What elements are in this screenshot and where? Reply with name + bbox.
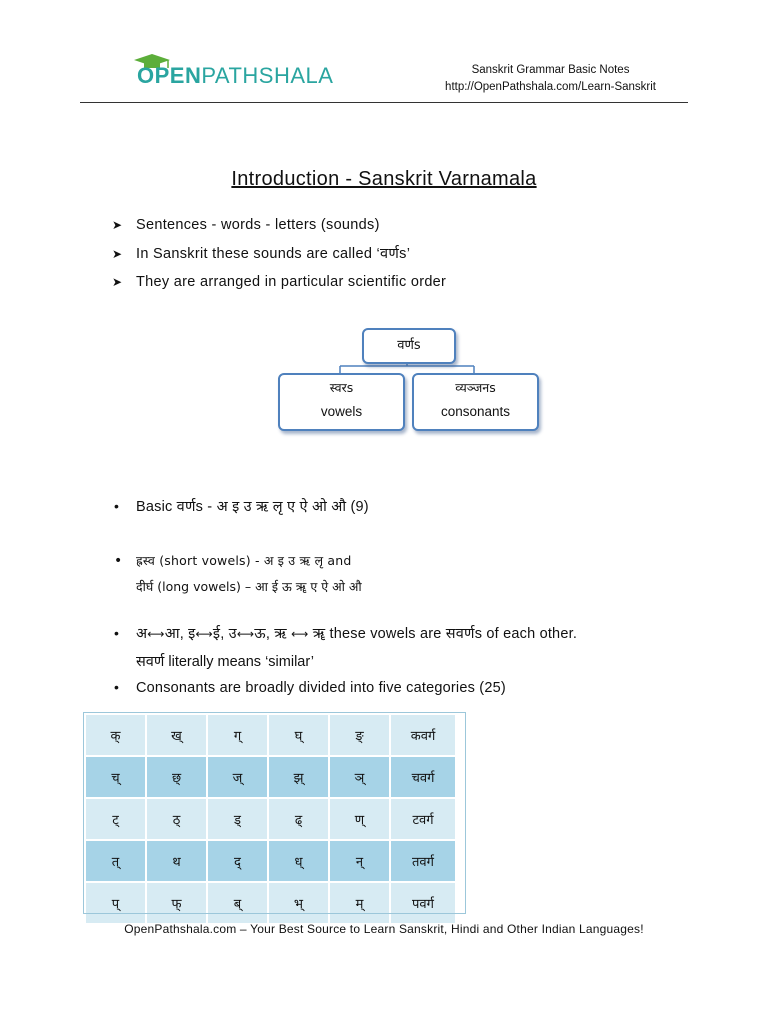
table-row [85,756,456,798]
double-arrow-icon: ⟷ [147,627,165,641]
consonants-sanskrit-label: व्यञ्जनs [455,380,496,395]
table-cell: प् [85,882,146,924]
tree-vowels-node [278,373,405,431]
table-cell-varga: तवर्ग [390,840,456,882]
table-cell: त् [85,840,146,882]
table-cell-varga: चवर्ग [390,756,456,798]
tree-root-label: वर्णs [397,338,421,353]
pair-c: ई, उ [212,626,237,642]
table-cell: ड् [207,798,268,840]
table-cell: ठ् [146,798,207,840]
table-cell: ण् [329,798,390,840]
pair-d: ऊ, ऋ [254,626,287,642]
long-vowels-line: दीर्घ (long vowels) – आ ई ऊ ॠ ए ऐ ओ औ [136,579,362,594]
double-arrow-icon: ⟷ [195,627,213,641]
table-cell: च् [85,756,146,798]
bullet-dot-icon: • [114,498,120,514]
table-cell: ङ् [329,714,390,756]
short-vowels-bullet [114,552,352,569]
short-vowels-text: ह्रस्व (short vowels) - अ इ उ ऋ लृ and [136,553,352,568]
vowels-sanskrit-label: स्वरs [329,380,354,395]
table-cell-varga: टवर्ग [390,798,456,840]
consonants-bullet [114,679,506,696]
table-row [85,882,456,924]
table-cell: द् [207,840,268,882]
header-divider [80,102,688,103]
table-cell: क् [85,714,146,756]
tree-root-node [362,328,456,364]
list-item [112,271,446,300]
basic-varnas-text: Basic वर्णs - अ इ उ ऋ लृ ए ऐ ओ औ (9) [136,499,369,515]
table-cell: न् [329,840,390,882]
list-item [112,243,446,272]
consonants-text: Consonants are broadly divided into five categories (25) [136,680,506,696]
list-item-text: In Sanskrit these sounds are called ‘वर्णs’ [136,245,411,262]
bullet-dot-icon: • [114,625,120,641]
notes-title: Sanskrit Grammar Basic Notes [471,64,630,76]
table-cell: म् [329,882,390,924]
double-arrow-icon: ⟷ [236,627,255,641]
table-cell: भ् [268,882,329,924]
table-cell: ट् [85,798,146,840]
consonant-table [84,713,457,925]
header-url[interactable]: http://OpenPathshala.com/Learn-Sanskrit [445,81,656,93]
page-title: Introduction - Sanskrit Varnamala [231,168,537,190]
arrow-bullet-icon: ➤ [112,246,123,261]
header-info [445,62,656,96]
table-cell: छ् [146,756,207,798]
savarna-meaning-line: सवर्ण literally means ‘similar’ [136,654,314,670]
logo-open: OPEN [137,63,202,88]
table-cell-varga: कवर्ग [390,714,456,756]
list-item-text: Sentences - words - letters (sounds) [136,217,380,233]
list-item [112,214,446,243]
table-cell: झ् [268,756,329,798]
basic-varnas-bullet [114,496,369,516]
table-cell-varga: पवर्ग [390,882,456,924]
table-cell: घ् [268,714,329,756]
arrow-bullet-icon: ➤ [112,218,123,232]
logo-wordmark [137,63,333,89]
savarna-pairs-bullet [114,623,577,643]
page-footer: OpenPathshala.com – Your Best Source to Learn Sanskrit, Hindi and Other Indian Languages! [124,922,644,936]
consonants-english-label: consonants [440,404,511,419]
table-cell: ब् [207,882,268,924]
table-row [85,798,456,840]
list-item-text: They are arranged in particular scientific order [136,274,447,290]
arrow-points [112,214,446,300]
table-cell: ध् [268,840,329,882]
table-cell: ज् [207,756,268,798]
bullet-dot-icon: • [114,679,120,695]
table-cell: ख् [146,714,207,756]
double-arrow-icon: ⟷ [291,627,309,641]
table-row [85,714,456,756]
table-cell: ञ् [329,756,390,798]
table-cell: फ् [146,882,207,924]
tree-consonants-node [412,373,539,431]
logo-pathshala: PATHSHALA [201,63,334,88]
arrow-bullet-icon: ➤ [112,275,123,289]
bullet-dot-icon: • [114,553,123,569]
table-row [85,840,456,882]
vowels-english-label: vowels [320,404,363,419]
table-cell: ग् [207,714,268,756]
pair-a: अ [136,626,148,642]
pair-b: आ, इ [164,626,196,642]
table-cell: ढ् [268,798,329,840]
table-cell: थ [146,840,207,882]
pair-e: ॠ these vowels are सवर्णs of each other. [312,626,578,642]
